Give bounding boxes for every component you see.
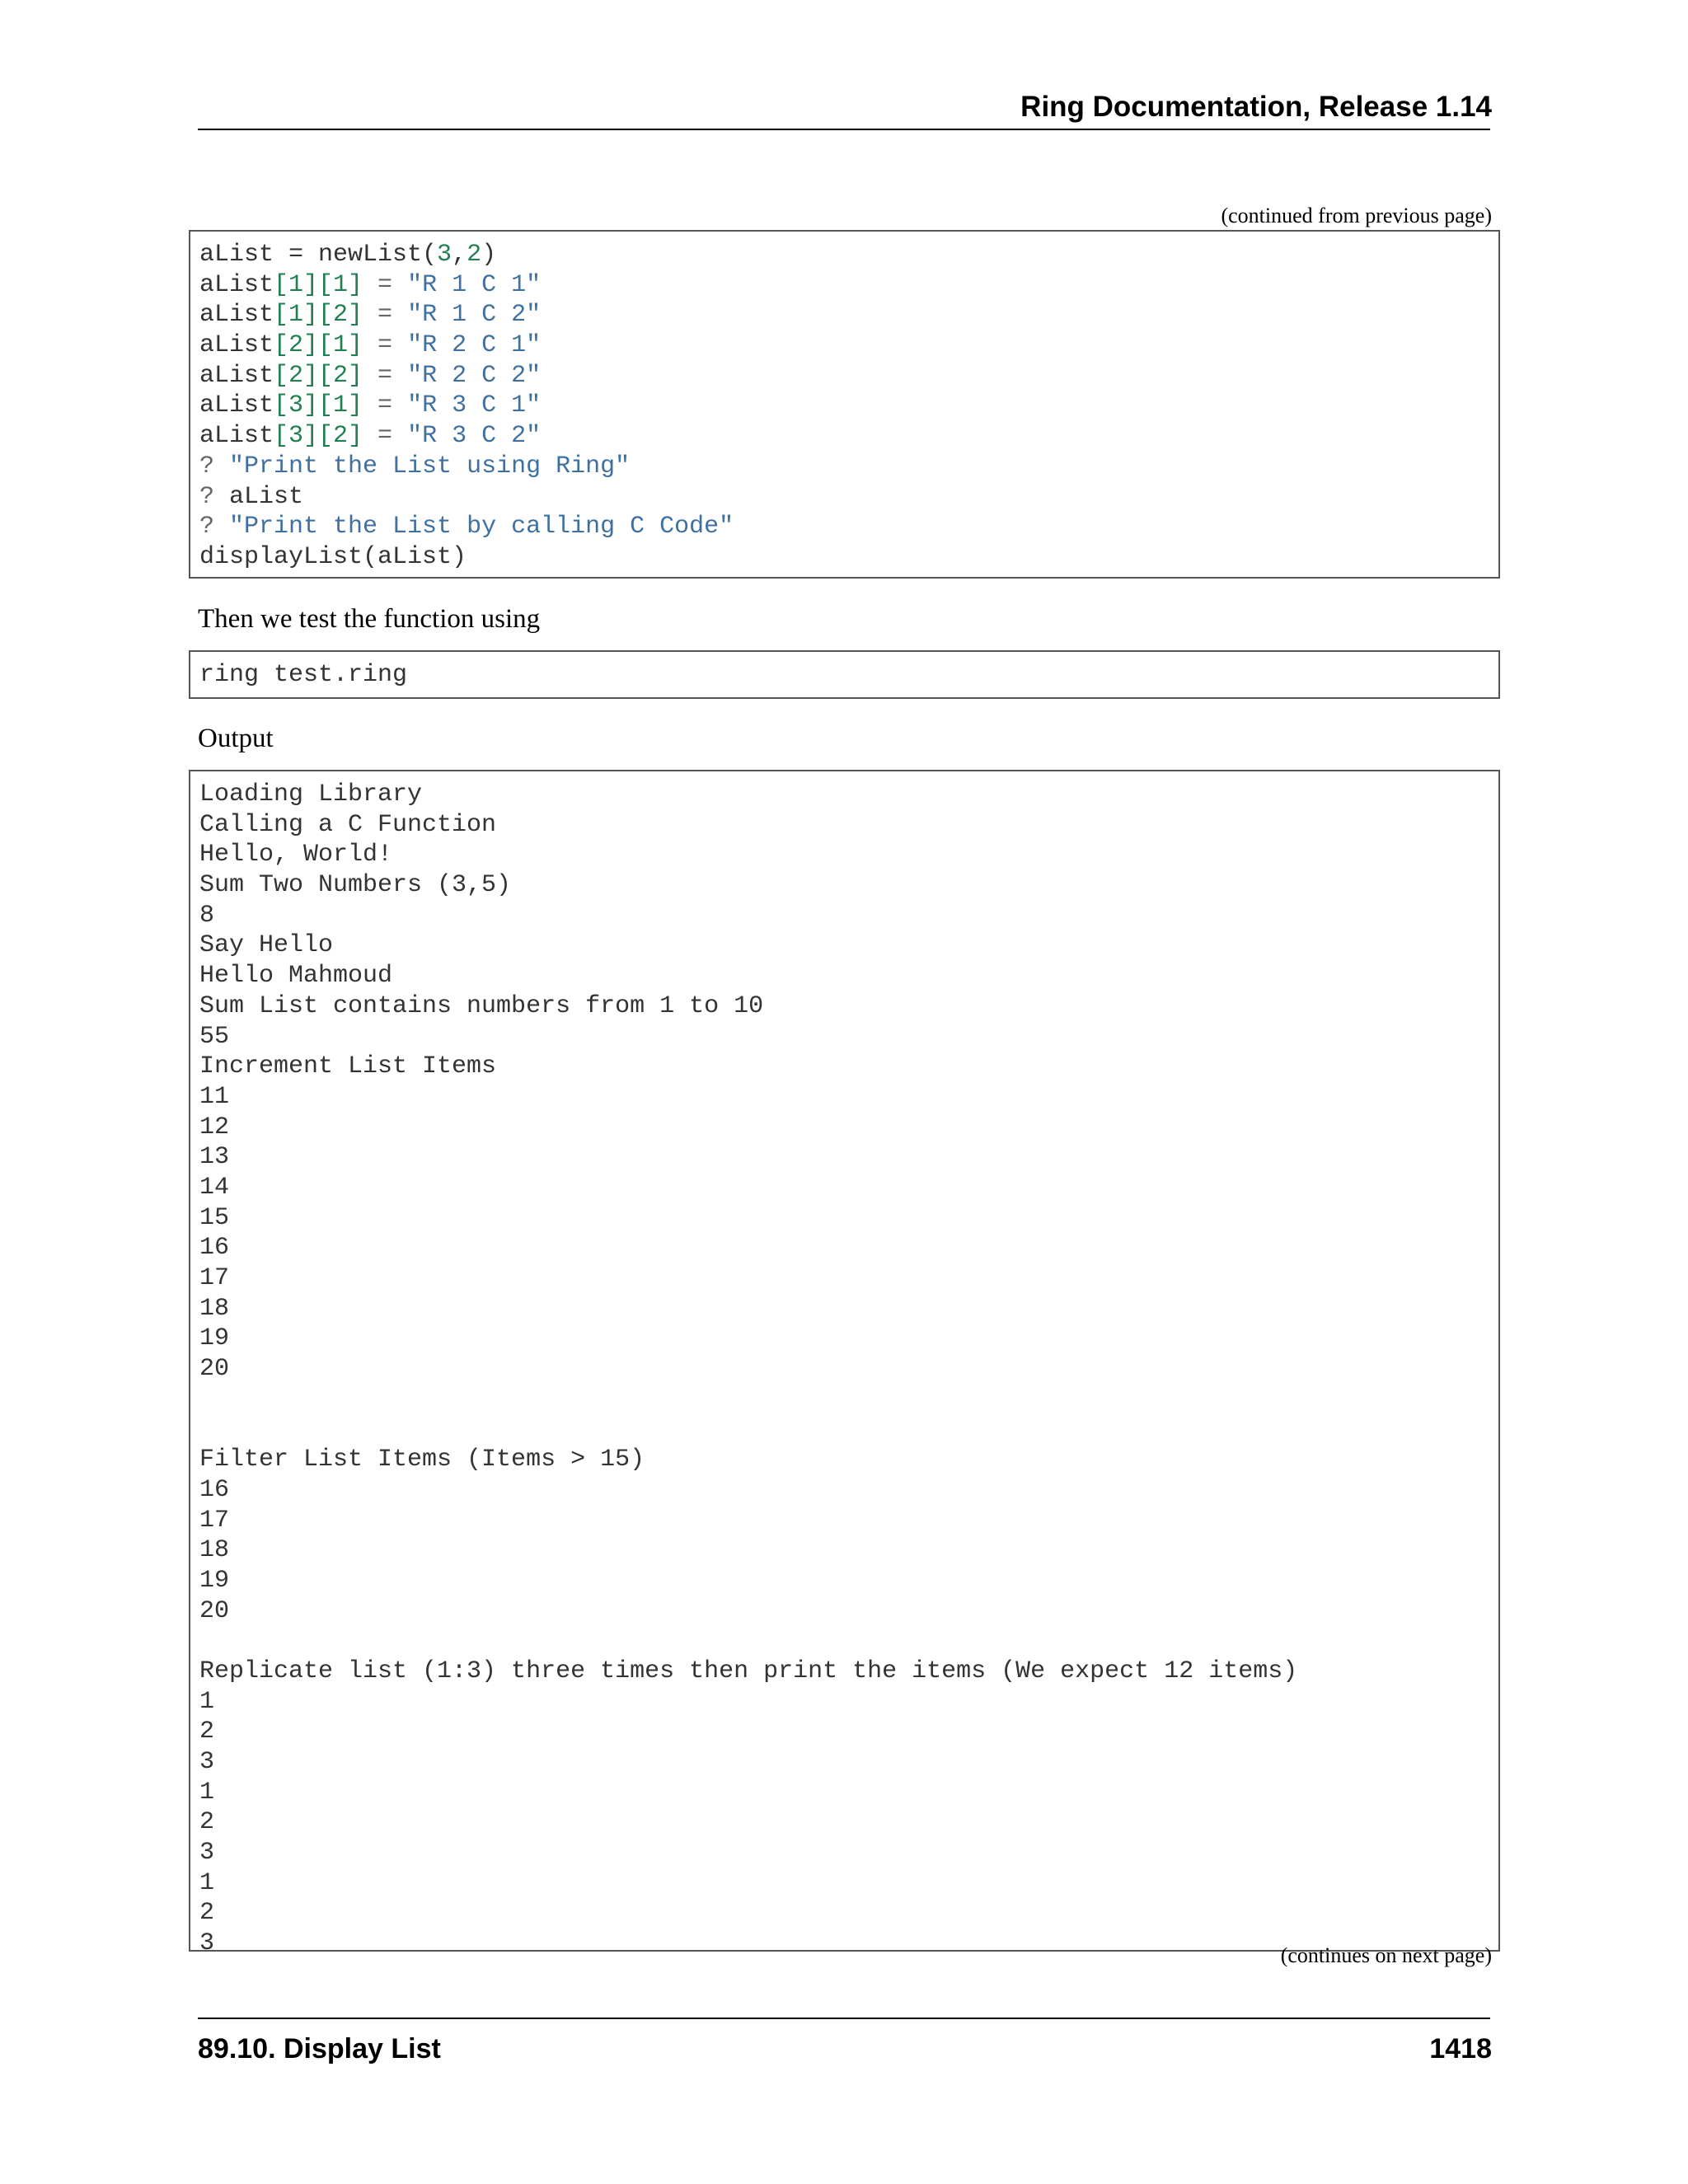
code-token: [1][2] [274, 301, 363, 330]
output-line [199, 1385, 1498, 1415]
output-line: 1 [199, 1778, 215, 1807]
output-line: Hello, World! [199, 841, 393, 869]
code-token: ring test.ring [199, 661, 408, 689]
output-line: Filter List Items (Items > 15) [199, 1446, 645, 1474]
output-line: 20 [199, 1596, 230, 1625]
code-token: "R 2 C 1" [407, 331, 542, 360]
output-line: Sum List contains numbers from 1 to 10 [199, 991, 764, 1020]
output-line: Calling a C Function [199, 810, 497, 839]
code-line [199, 300, 1498, 330]
footer-page-number: 1418 [1429, 2033, 1492, 2064]
output-line: 17 [199, 1264, 230, 1292]
output-line: 19 [199, 1566, 230, 1595]
output-line: 3 [199, 1929, 215, 1952]
code-token: aList [199, 361, 274, 390]
code-token: , [452, 241, 467, 269]
output-line: Say Hello [199, 931, 334, 960]
code-token: "Print the List by calling C Code" [229, 513, 734, 541]
header-rule [198, 129, 1490, 130]
code-token: displayList(aList) [199, 542, 467, 571]
code-token: aList [199, 270, 274, 299]
continued-from-note: (continued from previous page) [1221, 204, 1492, 227]
code-block-newlist [189, 230, 1500, 579]
code-line [199, 482, 1498, 513]
output-line: 15 [199, 1203, 230, 1232]
output-line: 14 [199, 1173, 230, 1202]
code-token: ) [481, 241, 497, 269]
code-line [199, 660, 1498, 691]
output-line: 13 [199, 1143, 230, 1172]
output-line: Loading Library [199, 780, 423, 808]
output-line: 19 [199, 1324, 230, 1353]
footer-section-title: 89.10. Display List [198, 2033, 441, 2064]
code-token: "R 1 C 1" [407, 270, 542, 299]
code-line [199, 452, 1498, 482]
code-token: aList [229, 482, 304, 511]
code-token: 3 [437, 241, 452, 269]
code-block-output [189, 770, 1500, 1952]
code-token: [2][2] [274, 361, 363, 390]
output-lines [199, 780, 1498, 1952]
code-token: [1][1] [274, 270, 363, 299]
code-token: aList [199, 331, 274, 360]
output-line: 1 [199, 1687, 215, 1716]
output-line: 8 [199, 901, 215, 930]
code-token: [3][1] [274, 391, 363, 420]
output-line: 2 [199, 1899, 215, 1928]
output-line: Sum Two Numbers (3,5) [199, 871, 512, 900]
code-token: = [363, 361, 408, 390]
output-line: Hello Mahmoud [199, 962, 393, 991]
output-line: 11 [199, 1082, 230, 1111]
paragraph-output-label: Output [198, 724, 274, 753]
output-line: Replicate list (1:3) three times then print the items (We expect 12 items) [199, 1657, 1298, 1685]
output-line: 17 [199, 1506, 230, 1535]
code-token: = [363, 301, 408, 330]
code-token: [2][1] [274, 331, 363, 360]
code-token: [3][2] [274, 422, 363, 451]
code-token: = [363, 270, 408, 299]
code-token: = [363, 422, 408, 451]
output-line: 1 [199, 1868, 215, 1897]
code-lines [199, 240, 1498, 573]
output-line: 18 [199, 1536, 230, 1565]
page-header-title: Ring Documentation, Release 1.14 [1020, 91, 1492, 123]
code-line [199, 361, 1498, 391]
code-token: aList = newList( [199, 241, 438, 269]
output-line: 18 [199, 1294, 230, 1323]
code-token: "R 3 C 2" [407, 422, 542, 451]
code-token: = [363, 331, 408, 360]
output-line: 2 [199, 1808, 215, 1837]
output-line: 16 [199, 1234, 230, 1263]
code-line [199, 542, 1498, 573]
output-line: Increment List Items [199, 1052, 497, 1081]
code-token: ? [199, 513, 230, 541]
code-token: aList [199, 422, 274, 451]
code-token: ? [199, 452, 230, 480]
output-line: 20 [199, 1355, 230, 1384]
code-token: = [363, 391, 408, 420]
output-line: 3 [199, 1748, 215, 1776]
output-line [199, 1626, 1498, 1657]
code-token: aList [199, 391, 274, 420]
code-token: aList [199, 301, 274, 330]
code-token: ? [199, 482, 230, 511]
code-line [199, 240, 1498, 270]
code-block-run-command [189, 650, 1500, 699]
code-line [199, 330, 1498, 361]
code-token: "Print the List using Ring" [229, 452, 631, 480]
output-line: 3 [199, 1839, 215, 1868]
paragraph-test-intro: Then we test the function using [198, 604, 541, 634]
code-line [199, 421, 1498, 452]
output-line [199, 1414, 1498, 1445]
code-token: "R 2 C 2" [407, 361, 542, 390]
continues-on-note: (continues on next page) [1280, 1943, 1492, 1967]
code-lines [199, 660, 1498, 691]
code-token: "R 1 C 2" [407, 301, 542, 330]
code-line [199, 512, 1498, 542]
output-line: 16 [199, 1475, 230, 1504]
footer-rule [198, 2018, 1490, 2019]
code-line [199, 270, 1498, 301]
output-line: 55 [199, 1022, 230, 1051]
code-token: "R 3 C 1" [407, 391, 542, 420]
code-line [199, 391, 1498, 421]
output-line: 12 [199, 1113, 230, 1141]
output-line: 2 [199, 1718, 215, 1746]
code-token: 2 [467, 241, 482, 269]
